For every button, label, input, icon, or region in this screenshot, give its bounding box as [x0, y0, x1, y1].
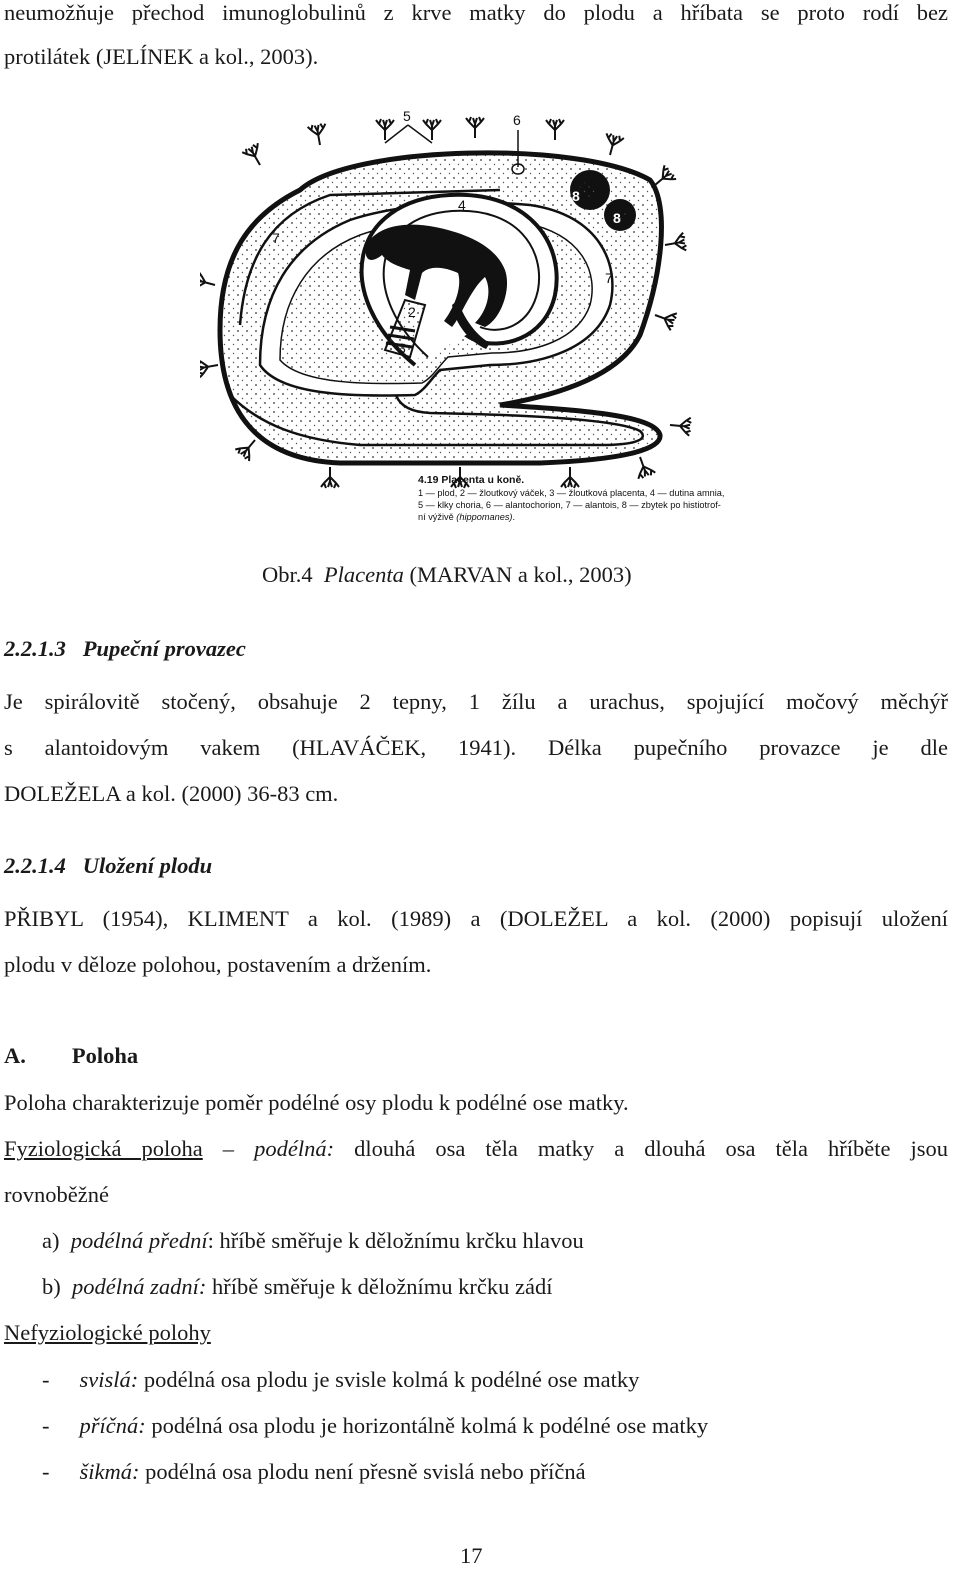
label-6: 6	[513, 112, 521, 128]
list-item-b: b) podélná zadní: hříbě směřuje k děložnímu krčku zádí	[42, 1274, 553, 1299]
dash-item-pricna: - příčná: podélná osa plodu je horizontálně kolmá k podélné ose matky	[42, 1413, 709, 1438]
placenta-figure	[200, 95, 780, 545]
page-number: 17	[460, 1543, 483, 1568]
p-2213-line-1: Je spirálovitě stočený, obsahuje 2 tepny, 1 žílu a urachus, spojující močový měchýř	[4, 689, 948, 714]
figure-caption: Obr.4 Placenta (MARVAN a kol., 2003)	[262, 562, 632, 587]
legend-line-2: 5 — klky choria, 6 — alantochorion, 7 — alantois, 8 — zbytek po histiotrof-	[418, 500, 721, 510]
p-2213-line-2: s alantoidovým vakem (HLAVÁČEK, 1941). Délka pupečního provazce je dle	[4, 735, 948, 760]
label-7b: 7	[605, 270, 613, 286]
intro-line-1: neumožňuje přechod imunoglobulinů z krve matky do plodu a hříbata se proto rodí bez	[4, 0, 948, 25]
p-a-fyz-line-2: rovnoběžné	[4, 1182, 109, 1207]
label-1: 1	[445, 237, 453, 253]
dash-item-svisla: - svislá: podélná osa plodu je svisle kolmá k podélné ose matky	[42, 1367, 640, 1392]
label-2: 2	[408, 304, 416, 320]
p-2213-line-3: DOLEŽELA a kol. (2000) 36-83 cm.	[4, 781, 339, 806]
label-3: 3	[398, 340, 406, 356]
p-a-fyz-line: Fyziologická poloha – podélná: dlouhá osa těla matky a dlouhá osa těla hříběte jsou	[4, 1136, 949, 1161]
list-item-a: a) podélná přední: hříbě směřuje k děložnímu krčku hlavou	[42, 1228, 584, 1253]
p-2214-line-2: plodu v děloze polohou, postavením a držením.	[4, 952, 432, 977]
legend-title: 4.19 Placenta u koně.	[418, 474, 525, 486]
label-5: 5	[403, 108, 411, 124]
intro-line-2: protilátek (JELÍNEK a kol., 2003).	[4, 44, 319, 69]
label-8a: 8	[572, 188, 580, 204]
label-7a: 7	[272, 230, 280, 246]
label-8b: 8	[613, 210, 621, 226]
legend-line-3: ní výživě (hippomanes).	[418, 512, 516, 522]
p-2214-line-1: PŘIBYL (1954), KLIMENT a kol. (1989) a (DOLEŽEL a kol. (2000) popisují uložení	[4, 906, 948, 931]
legend-line-1: 1 — plod, 2 — žloutkový váček, 3 — žloutková placenta, 4 — dutina amnia,	[418, 488, 725, 498]
heading-a: A. Poloha	[4, 1043, 139, 1068]
nefyz-heading: Nefyziologické polohy	[4, 1320, 211, 1345]
dash-item-sikma: - šikmá: podélná osa plodu není přesně svislá nebo příčná	[42, 1459, 586, 1484]
label-4: 4	[458, 197, 466, 213]
heading-2214: 2.2.1.4 Uložení plodu	[4, 853, 213, 878]
heading-2213: 2.2.1.3 Pupeční provazec	[4, 636, 246, 661]
p-a-line-1: Poloha charakterizuje poměr podélné osy plodu k podélné ose matky.	[4, 1090, 629, 1115]
